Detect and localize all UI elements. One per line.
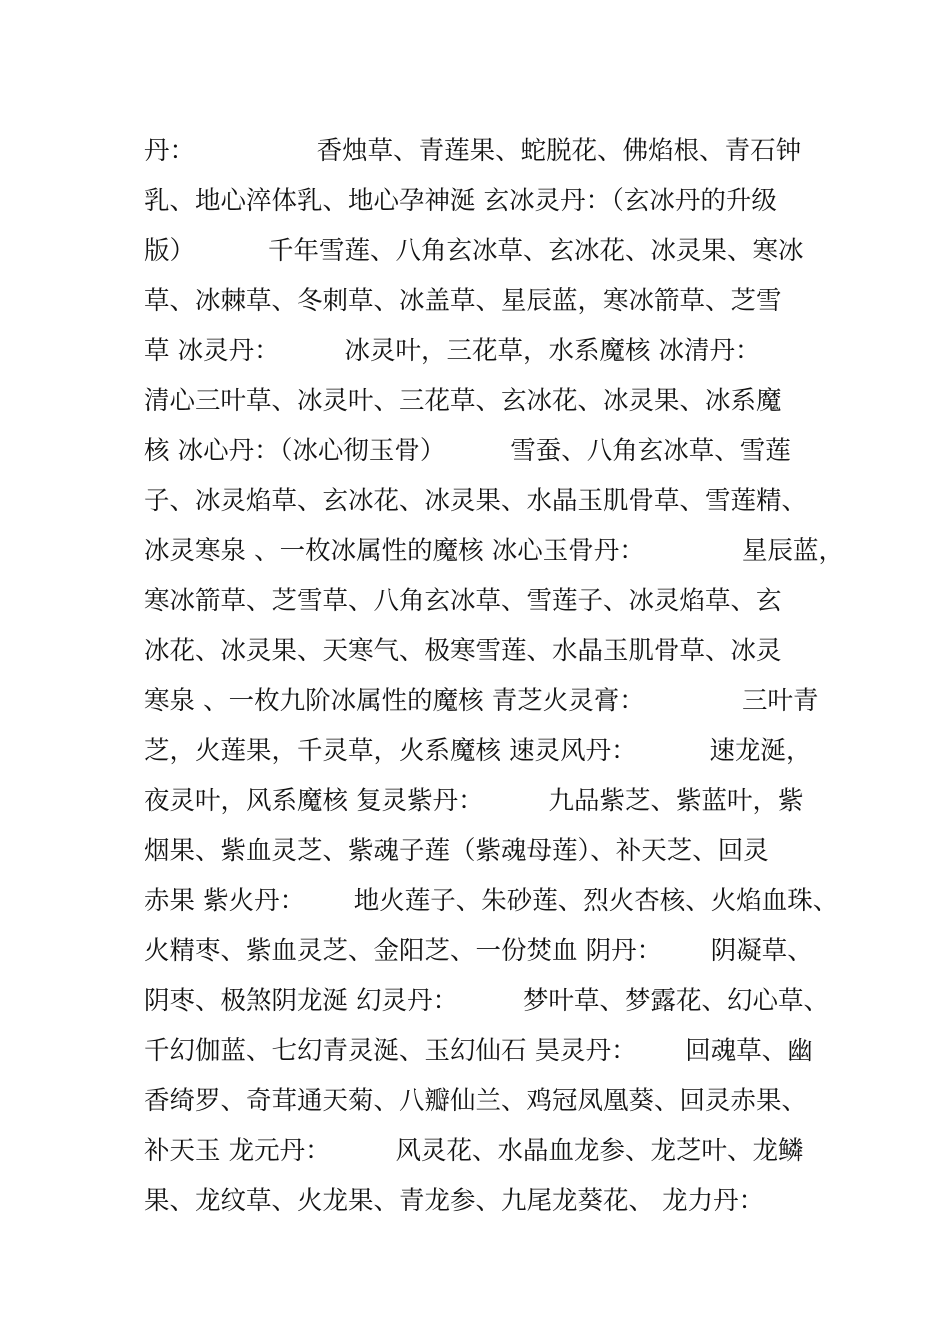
text-line: 果、龙纹草、火龙果、青龙参、九尾龙葵花、 龙力丹： xyxy=(144,1186,765,1216)
text-line: 版） 千年雪莲、八角玄冰草、玄冰花、冰灵果、寒冰 xyxy=(144,236,804,266)
text-line: 草 冰灵丹： 冰灵叶，三花草，水系魔核 冰清丹： xyxy=(144,336,761,366)
text-line: 烟果、紫血灵芝、紫魂子莲（紫魂母莲）、补天芝、回灵 xyxy=(144,836,769,866)
text-line: 阴枣、极煞阴龙涎 幻灵丹： 梦叶草、梦露花、幻心草、 xyxy=(144,986,829,1016)
text-line: 乳、地心淬体乳、地心孕神涎 玄冰灵丹：（玄冰丹的升级 xyxy=(144,186,777,216)
text-line: 冰花、冰灵果、天寒气、极寒雪莲、水晶玉肌骨草、冰灵 xyxy=(144,636,782,666)
text-line: 清心三叶草、冰灵叶、三花草、玄冰花、冰灵果、冰系魔 xyxy=(144,386,782,416)
text-line: 夜灵叶，风系魔核 复灵紫丹： 九品紫芝、紫蓝叶，紫 xyxy=(144,786,804,816)
document-body xyxy=(144,126,844,1226)
text-line: 香绮罗、奇茸通天菊、八瓣仙兰、鸡冠凤凰葵、回灵赤果、 xyxy=(144,1086,808,1116)
text-line: 草、冰棘草、冬刺草、冰盖草、星辰蓝，寒冰箭草、芝雪 xyxy=(144,286,782,316)
text-line: 核 冰心丹：（冰心彻玉骨） 雪蚕、八角玄冰草、雪莲 xyxy=(144,436,791,466)
text-line: 冰灵寒泉 、一枚冰属性的魔核 冰心玉骨丹： 星辰蓝， xyxy=(144,536,844,566)
text-line: 补天玉 龙元丹： 风灵花、水晶血龙参、龙芝叶、龙鳞 xyxy=(144,1136,804,1166)
text-line: 赤果 紫火丹： 地火莲子、朱砂莲、烈火杏核、火焰血珠、 xyxy=(144,886,839,916)
text-line: 丹： 香烛草、青莲果、蛇脱花、佛焰根、青石钟 xyxy=(144,136,802,166)
text-line: 千幻伽蓝、七幻青灵涎、玉幻仙石 昊灵丹： 回魂草、幽 xyxy=(144,1036,813,1066)
text-line: 火精枣、紫血灵芝、金阳芝、一份焚血 阴丹： 阴凝草、 xyxy=(144,936,813,966)
text-line: 寒冰箭草、芝雪草、八角玄冰草、雪莲子、冰灵焰草、玄 xyxy=(144,586,782,616)
text-line: 寒泉 、一枚九阶冰属性的魔核 青芝火灵膏： 三叶青 xyxy=(144,686,819,716)
text-line: 子、冰灵焰草、玄冰花、冰灵果、水晶玉肌骨草、雪莲精、 xyxy=(144,486,808,516)
text-line: 芝，火莲果，千灵草，火系魔核 速灵风丹： 速龙涎， xyxy=(144,736,812,766)
